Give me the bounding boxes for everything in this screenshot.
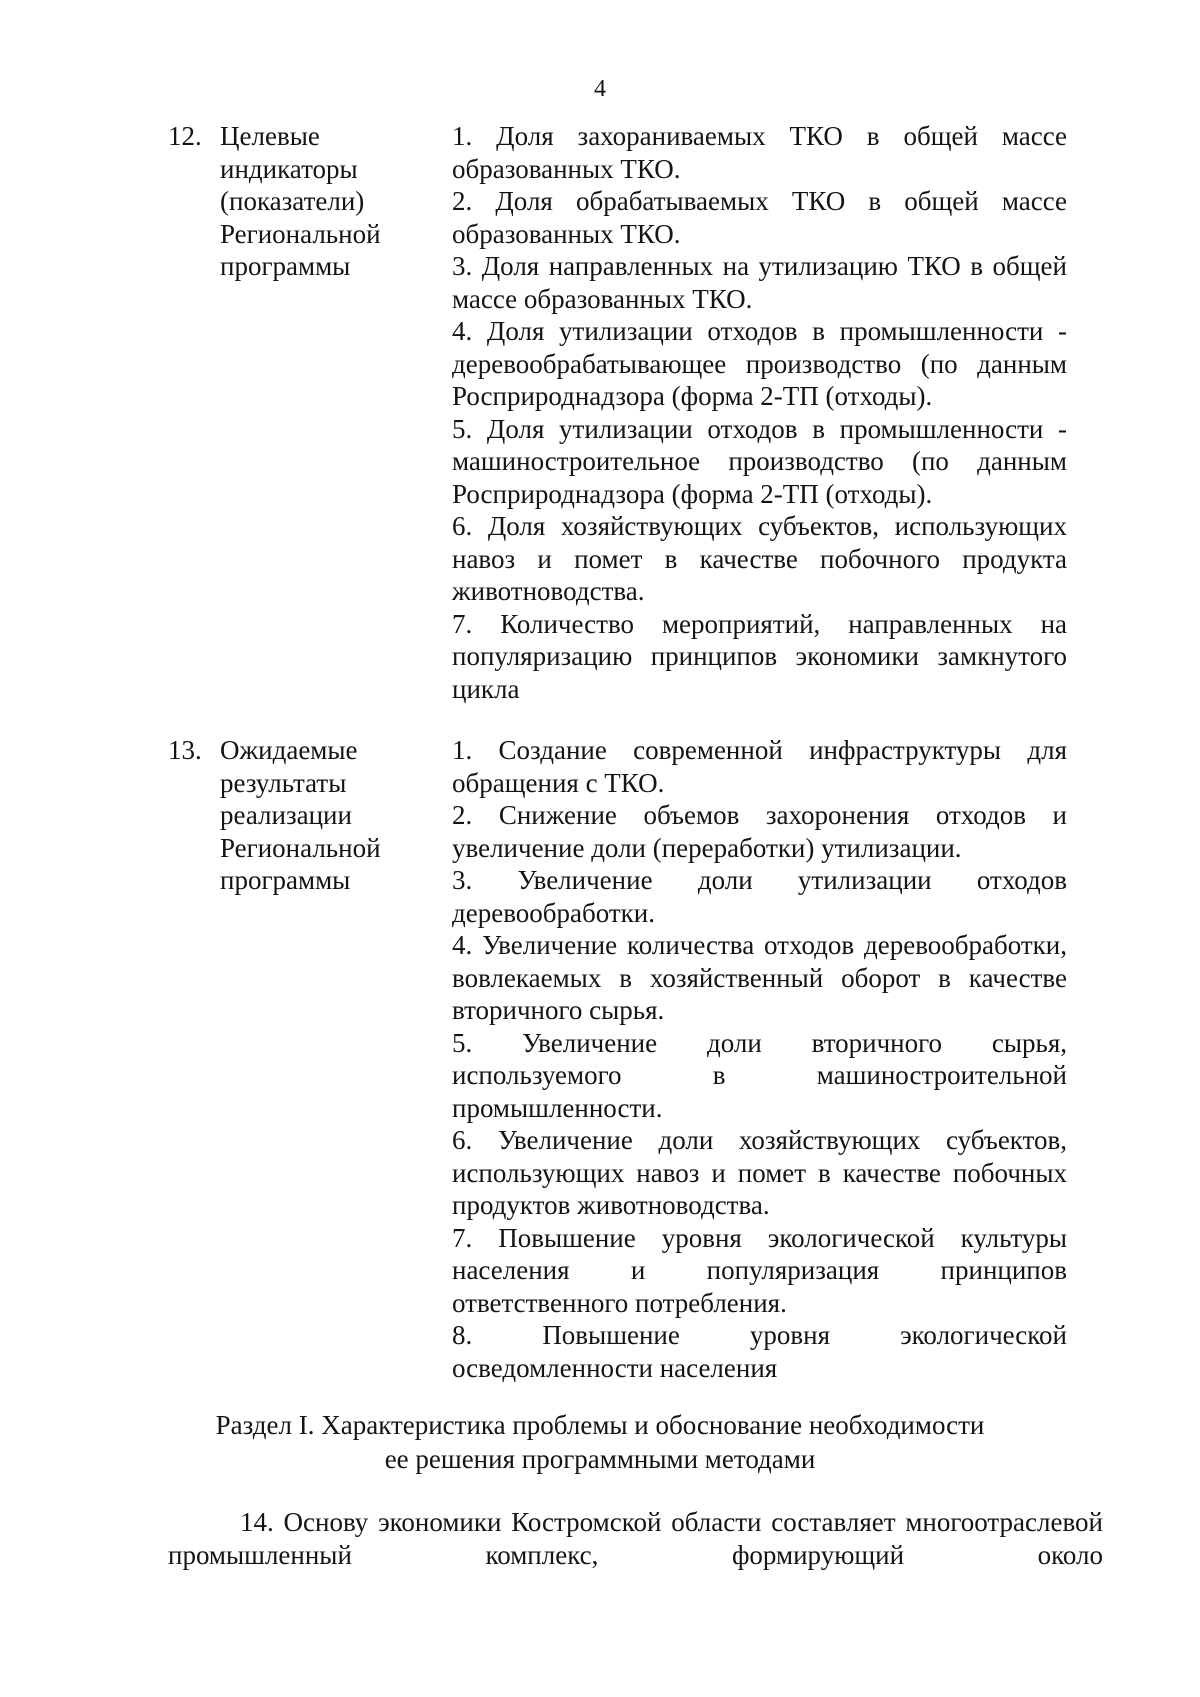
- page-number: 4: [594, 76, 606, 102]
- row-label: [220, 120, 435, 283]
- row-label-line: программы: [220, 865, 351, 895]
- list-item: 5. Доля утилизации отходов в промышленности - машиностроительное производство (по данным Росприроднадзора (форма 2-ТП (отходы).: [452, 413, 1067, 509]
- row-number: 12.: [168, 121, 202, 151]
- row-label-line: Целевые: [220, 121, 320, 151]
- list-item: 7. Количество мероприятий, направленных на популяризацию принципов экономики замкнутого цикла: [452, 608, 1067, 704]
- row-label-line: программы: [220, 251, 351, 281]
- list-item: 1. Создание современной инфраструктуры для обращения с ТКО.: [452, 735, 1067, 798]
- table-row-13: [168, 734, 1068, 1383]
- list-item: 7. Повышение уровня экологической культуры населения и популяризация принципов ответственного потребления.: [452, 1222, 1067, 1318]
- table-row-12: [168, 120, 1068, 704]
- section-heading-line: Раздел I. Характеристика проблемы и обоснование необходимости: [215, 1410, 985, 1440]
- list-item: 6. Доля хозяйствующих субъектов, использующих навоз и помет в качестве побочного продукта животноводства.: [452, 511, 1067, 606]
- row-number: 13.: [168, 735, 202, 765]
- row-label-line: Ожидаемые: [220, 735, 358, 765]
- row-label: [220, 734, 435, 897]
- section-heading: [150, 1408, 1050, 1476]
- list-item: 8. Повышение уровня экологической осведомленности населения: [452, 1320, 1067, 1383]
- list-item: 6. Увеличение доли хозяйствующих субъектов, использующих навоз и помет в качестве побочных продуктов животноводства.: [452, 1125, 1067, 1220]
- row-items: [452, 120, 1067, 705]
- list-item: 1. Доля захораниваемых ТКО в общей массе образованных ТКО.: [452, 121, 1067, 184]
- row-label-line: Региональной: [220, 218, 381, 249]
- list-item: 2. Доля обрабатываемых ТКО в общей массе образованных ТКО.: [452, 186, 1067, 249]
- row-label-line: индикаторы: [220, 153, 358, 184]
- list-item: 5. Увеличение доли вторичного сырья, используемого в машиностроительной промышленности.: [452, 1027, 1067, 1123]
- list-item: 4. Доля утилизации отходов в промышленности - деревообрабатывающее производство (по данным Росприроднадзора (форма 2-ТП (отходы).: [452, 316, 1067, 411]
- row-label-line: реализации: [220, 800, 352, 830]
- list-item: 3. Доля направленных на утилизацию ТКО в общей массе образованных ТКО.: [452, 251, 1067, 314]
- list-item: 3. Увеличение доли утилизации отходов деревообработки.: [452, 865, 1067, 928]
- body-paragraph: 14. Основу экономики Костромской области составляет многоотраслевой промышленный комплекс, формирующий около: [168, 1507, 1103, 1570]
- section-heading-line: ее решения программными методами: [384, 1444, 816, 1474]
- row-label-line: (показатели): [220, 186, 365, 216]
- row-label-line: результаты: [220, 767, 347, 798]
- list-item: 4. Увеличение количества отходов деревообработки, вовлекаемых в хозяйственный оборот в качестве вторичного сырья.: [452, 930, 1067, 1025]
- row-label-line: Региональной: [220, 832, 381, 863]
- row-items: [452, 734, 1067, 1384]
- list-item: 2. Снижение объемов захоронения отходов и увеличение доли (переработки) утилизации.: [452, 800, 1067, 863]
